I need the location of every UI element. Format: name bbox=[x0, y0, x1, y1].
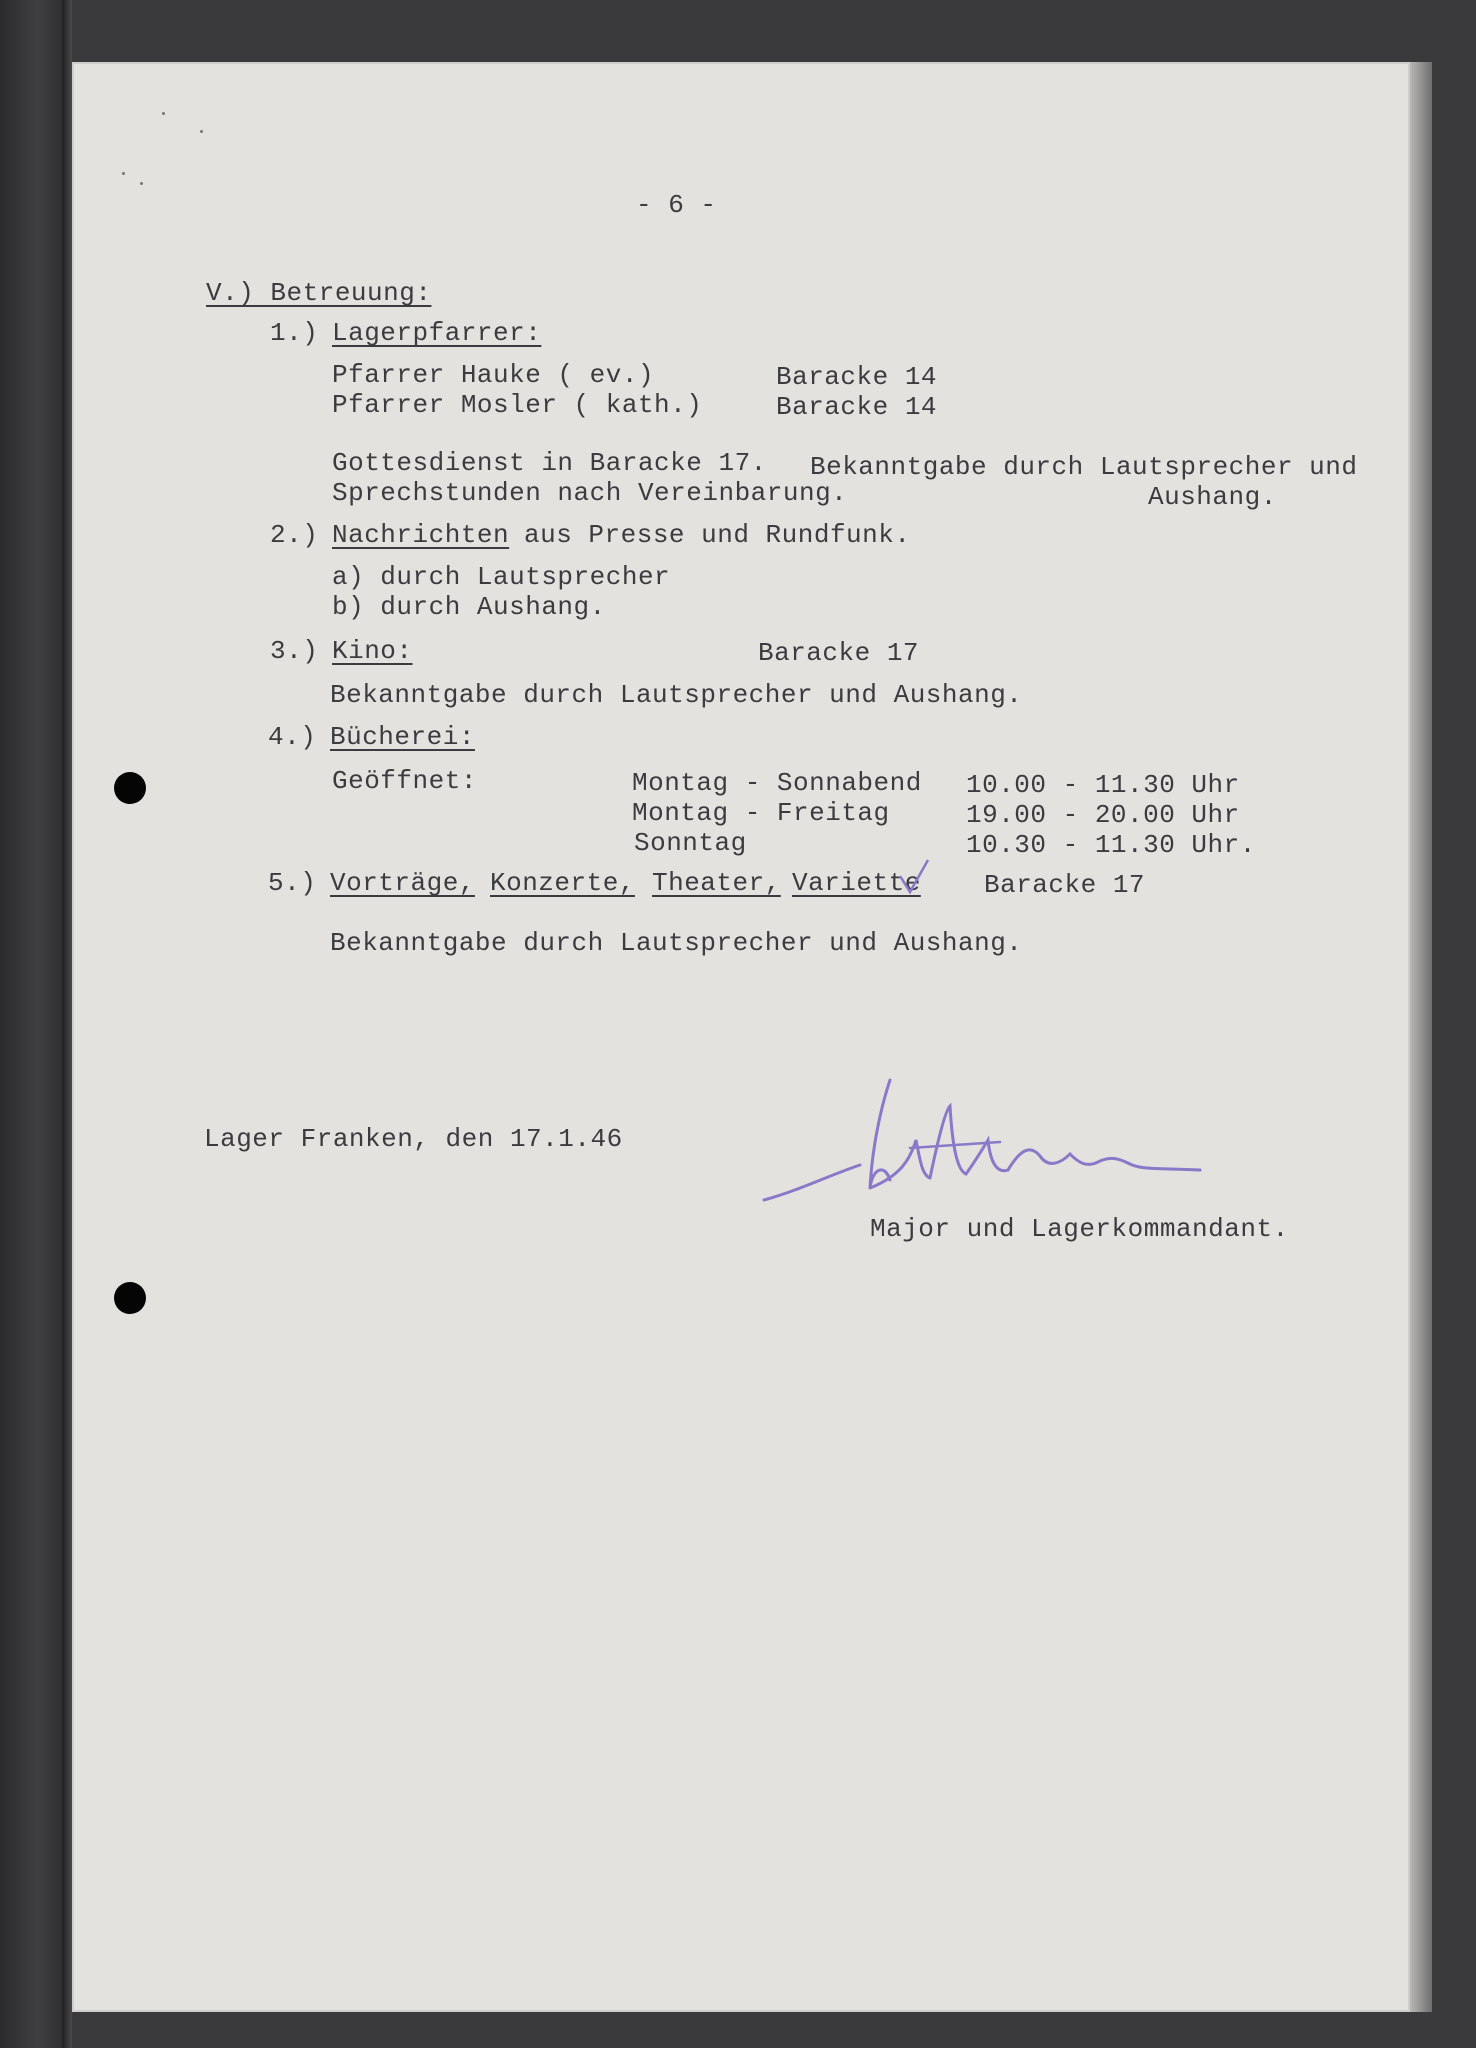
place-date: Lager Franken, den 17.1.46 bbox=[204, 1124, 623, 1154]
binder-edge bbox=[62, 0, 72, 2048]
pastor-name: Pfarrer Mosler ( kath.) bbox=[332, 390, 703, 420]
dust-speck bbox=[122, 172, 125, 175]
item-location: Baracke 17 bbox=[984, 870, 1146, 900]
check-mark-icon bbox=[896, 858, 932, 898]
item-title: Lagerpfarrer: bbox=[332, 318, 542, 348]
dust-speck bbox=[140, 182, 143, 185]
note-line: Bekanntgabe durch Lautsprecher und bbox=[810, 452, 1358, 482]
sheet-edge bbox=[1410, 62, 1432, 2012]
item-number: 4.) bbox=[268, 722, 317, 752]
item-title-rest: aus Presse und Rundfunk. bbox=[524, 520, 911, 550]
hours-label: Geöffnet: bbox=[332, 766, 477, 796]
binder-strip bbox=[0, 0, 62, 2048]
hours-days: Montag - Sonnabend bbox=[632, 768, 922, 798]
item-number: 2.) bbox=[270, 520, 319, 550]
item-title: Nachrichten bbox=[332, 520, 510, 550]
item-number: 5.) bbox=[268, 868, 317, 898]
dust-speck bbox=[162, 112, 165, 115]
page-number: - 6 - bbox=[636, 190, 717, 220]
section-heading: V.) Betreuung: bbox=[206, 278, 432, 308]
document-sheet bbox=[72, 62, 1410, 2012]
item-title: Vorträge, bbox=[330, 868, 475, 898]
signature-role: Major und Lagerkommandant. bbox=[870, 1214, 1289, 1244]
hours-days: Montag - Freitag bbox=[632, 798, 890, 828]
hours-time: 10.30 - 11.30 Uhr. bbox=[966, 830, 1256, 860]
pastor-location: Baracke 14 bbox=[776, 392, 938, 422]
pastor-name: Pfarrer Hauke ( ev.) bbox=[332, 360, 655, 390]
item-title: Theater, bbox=[652, 868, 781, 898]
item-location: Baracke 17 bbox=[758, 638, 920, 668]
note-line: Gottesdienst in Baracke 17. bbox=[332, 448, 767, 478]
item-title: Bücherei: bbox=[330, 722, 475, 752]
sub-item: a) durch Lautsprecher bbox=[332, 562, 671, 592]
item-title: Variette bbox=[792, 868, 921, 898]
item-title: Konzerte, bbox=[490, 868, 635, 898]
dust-speck bbox=[200, 130, 203, 133]
note-line: Sprechstunden nach Vereinbarung. bbox=[332, 478, 848, 508]
item-number: 3.) bbox=[270, 636, 319, 666]
signature-icon bbox=[760, 1070, 1220, 1220]
hours-time: 19.00 - 20.00 Uhr bbox=[966, 800, 1240, 830]
item-number: 1.) bbox=[270, 318, 319, 348]
item-title: Kino: bbox=[332, 636, 413, 666]
note-line: Aushang. bbox=[1148, 482, 1277, 512]
hours-days: Sonntag bbox=[634, 828, 747, 858]
item-note: Bekanntgabe durch Lautsprecher und Aushang. bbox=[330, 928, 1023, 958]
sub-item: b) durch Aushang. bbox=[332, 592, 606, 622]
hours-time: 10.00 - 11.30 Uhr bbox=[966, 770, 1240, 800]
punch-hole bbox=[114, 1282, 146, 1314]
pastor-location: Baracke 14 bbox=[776, 362, 938, 392]
punch-hole bbox=[114, 772, 146, 804]
item-note: Bekanntgabe durch Lautsprecher und Aushang. bbox=[330, 680, 1023, 710]
